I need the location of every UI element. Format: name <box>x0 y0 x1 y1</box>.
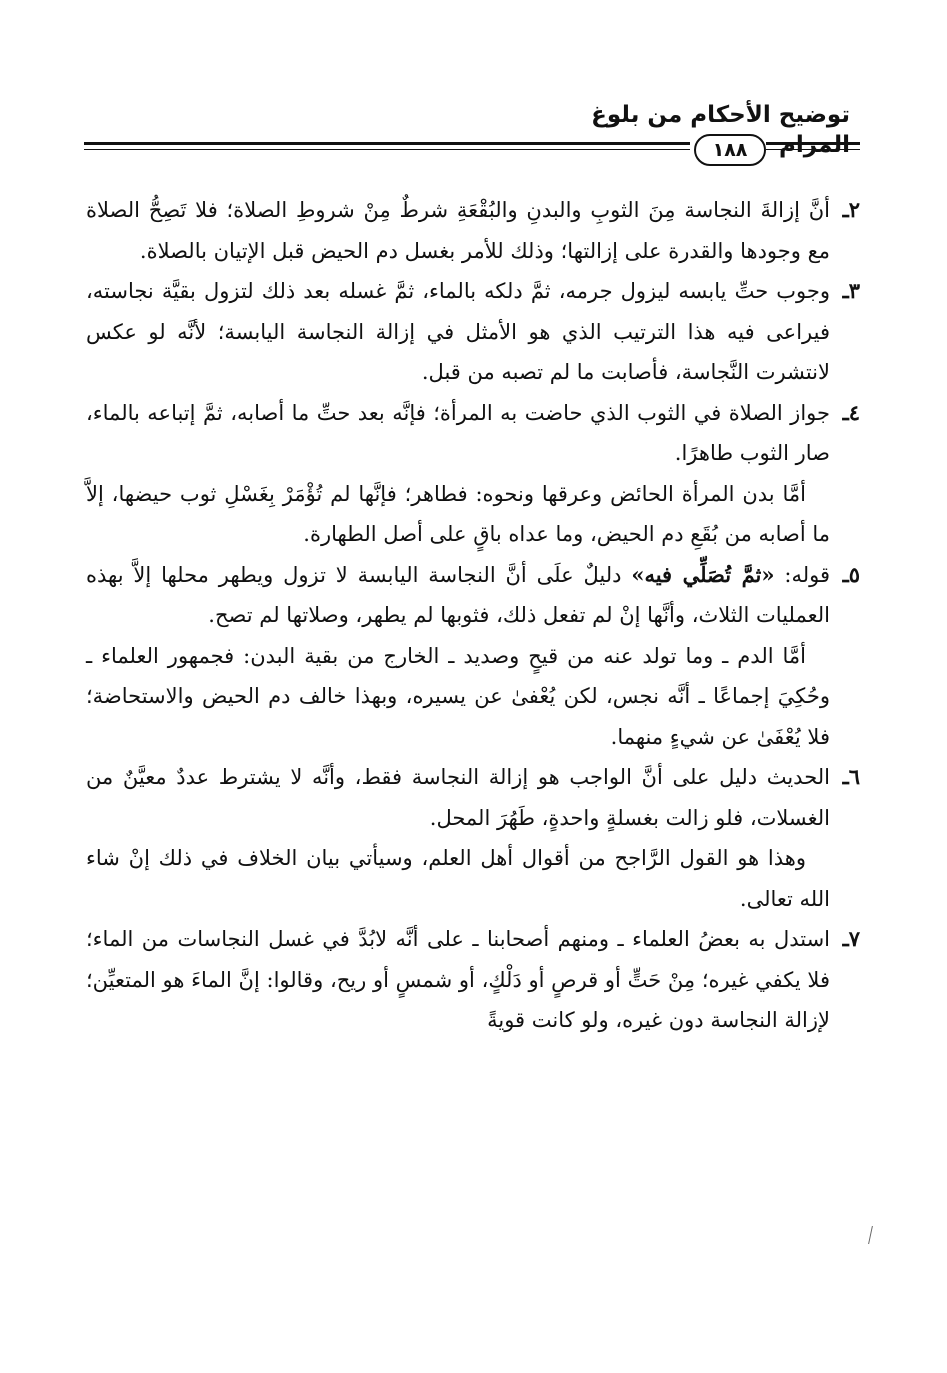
header-rule-line <box>766 149 860 150</box>
numbered-paragraph <box>86 555 860 636</box>
header-rule-line <box>84 149 690 150</box>
numbered-paragraph <box>86 757 860 838</box>
header-rule-line <box>766 142 860 145</box>
running-title: توضيح الأحكام من بلوغ المرام <box>591 102 850 158</box>
continuation-paragraph <box>86 474 860 555</box>
continuation-paragraph <box>86 636 860 758</box>
paragraph-number: ٧ـ <box>842 926 860 951</box>
paragraph-text: استدل به بعضُ العلماء ـ ومنهم أصحابنا ـ على أنَّه لابُدَّ في غسل النجاسات من الماء؛ فلا يكفي غيره؛ مِنْ حَتٍّ أو قرصٍ أو دَلْكٍ، أو شمسٍ أو ريح، وقالوا: إنَّ الماءَ هو المتعيِّن؛ لإزالة النجاسة دون غيره، ولو كانت قويةً <box>86 927 830 1032</box>
paragraph-text: وجوب حتِّ يابسه ليزول جرمه، ثمَّ دلكه بالماء، ثمَّ غسله بعد ذلك لتزول بقيَّة نجاسته، فيراعى فيه هذا الترتيب الذي هو الأمثل في إزالة النجاسة اليابسة؛ لأنَّه لو عكس لانتشرت النَّجاسة، فأصابت ما لم تصبه من قبل. <box>86 279 830 384</box>
paragraph-text: جواز الصلاة في الثوب الذي حاضت به المرأة؛ فإنَّه بعد حتِّ ما أصابه، ثمَّ إتباعه بالماء، صار الثوب طاهرًا. <box>86 400 830 465</box>
body-text <box>86 190 860 1041</box>
paragraph-text: دليلٌ علَى أنَّ النجاسة اليابسة لا تزول ويطهر محلها إلاَّ بهذه العمليات الثلاث، وأنَّها إنْ لم تفعل ذلك، فثوبها لم يطهر، وصلاتها لم تصح. <box>86 562 830 627</box>
paragraph-lead: قوله: <box>774 562 831 587</box>
paragraph-text: أمَّا الدم ـ وما تولد عنه من قيحٍ وصديد ـ الخارج من بقية البدن: فجمهور العلماء ـ وحُكِيَ إجماعًا ـ أنَّه نجس، لكن يُعْفىٰ عن يسيره، وبهذا خالف دم الحيض والاستحاضة؛ فلا يُعْفَىٰ عن شيءٍ منهما. <box>86 643 830 749</box>
paragraph-text: أنَّ إزالةَ النجاسة مِنَ الثوبِ والبدنِ والبُقْعَةِ شرطٌ مِنْ شروطِ الصلاة؛ فلا تَصِحُّ الصلاة مع وجودها والقدرة على إزالتها؛ وذلك للأمر بغسل دم الحيض قبل الإتيان بالصلاة. <box>86 198 830 263</box>
paragraph-number: ٢ـ <box>842 197 860 222</box>
hadith-quote: «ثمَّ تُصَلِّي فيه» <box>631 561 775 587</box>
header-rule <box>84 134 860 164</box>
numbered-paragraph <box>86 919 860 1041</box>
paragraph-number: ٣ـ <box>842 278 860 303</box>
paragraph-text: وهذا هو القول الرَّاجح من أقوال أهل العلم، وسيأتي بيان الخلاف في ذلك إنْ شاء الله تعالى. <box>86 846 830 911</box>
numbered-paragraph <box>86 271 860 393</box>
paragraph-text: الحديث دليل على أنَّ الواجب هو إزالة النجاسة فقط، وأنَّه لا يشترط عددٌ معيَّنٌ من الغسلات، فلو زالت بغسلةٍ واحدةٍ، طَهُرَ المحل. <box>86 765 830 830</box>
numbered-paragraph <box>86 190 860 271</box>
header-rule-line <box>84 142 690 145</box>
page-number: ١٨٨ <box>694 134 766 166</box>
numbered-paragraph <box>86 393 860 474</box>
paragraph-number: ٤ـ <box>842 399 860 425</box>
scan-mark <box>868 1226 875 1244</box>
paragraph-number: ٦ـ <box>842 764 860 789</box>
continuation-paragraph <box>86 838 860 919</box>
paragraph-text: أمَّا بدن المرأة الحائض وعرقها ونحوه: فطاهر؛ فإنَّها لم تُؤْمَرْ بِغَسْلِ ثوب حيضها، إلاَّ ما أصابه من بُقَعِ دم الحيض، وما عداه باقٍ على أصل الطهارة. <box>86 481 830 546</box>
paragraph-number: ٥ـ <box>842 561 860 587</box>
